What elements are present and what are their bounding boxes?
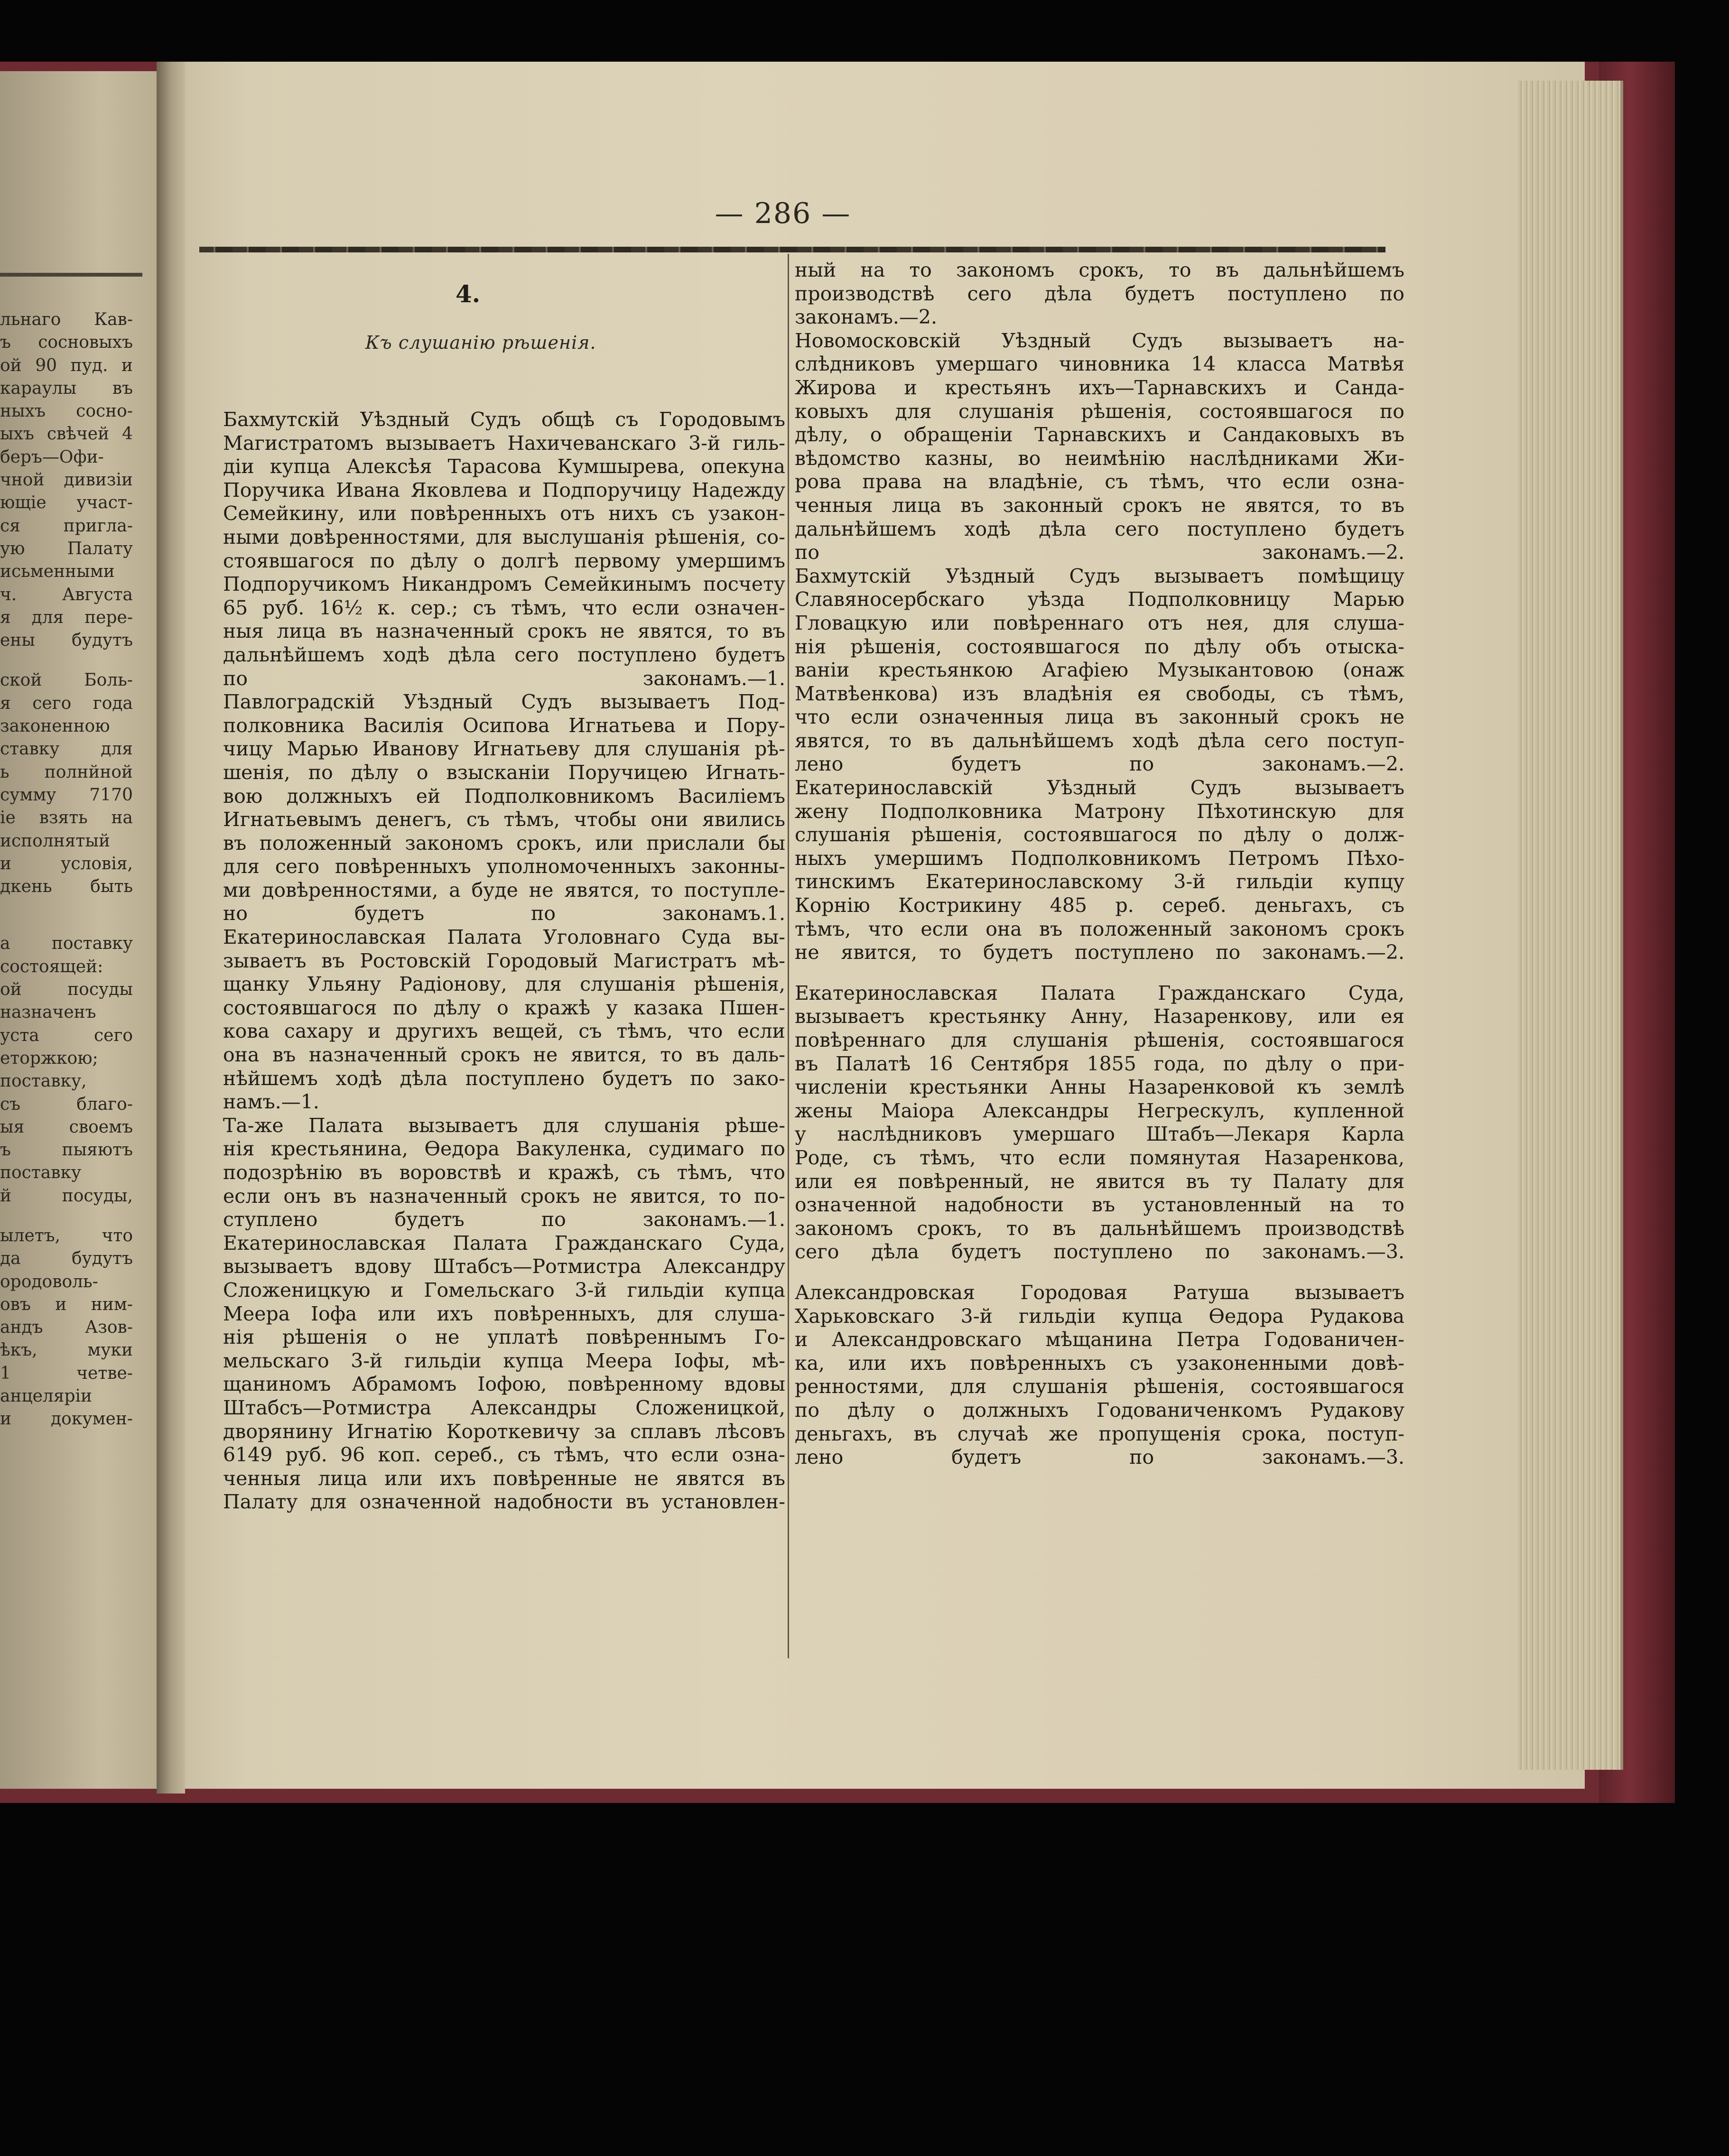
text-line: ой 90 пуд. и (0, 355, 133, 375)
text-line: анцеляріи (0, 1386, 93, 1406)
text-line: означенной надобности въ установленный на то (795, 1193, 1404, 1217)
text-line: мельскаго 3-й гильдіи купца Меера Іофы, мѣ- (223, 1349, 785, 1372)
text-line: въ положенный закономъ срокъ, или прислали бы (223, 831, 785, 855)
text-line: ми довѣренностями, а буде не явятся, то поступле- (223, 878, 785, 901)
text-line: лено будетъ по законамъ.—3. (795, 1446, 1404, 1469)
text-line: я для пере- (0, 607, 133, 627)
text-line: состоящей: (0, 957, 103, 976)
text-line: Подпоручикомъ Никандромъ Семейкинымъ посчету (223, 573, 785, 596)
text-line: деньгахъ, въ случаѣ же пропущенія срока, поступ- (795, 1422, 1404, 1445)
text-line: Екатеринославская Палата Уголовнаго Суда вы- (223, 926, 785, 949)
text-line: ылетъ, что (0, 1226, 133, 1245)
text-line: овъ и ним- (0, 1294, 133, 1314)
text-line: вѣдомство казны, во неимѣнію наслѣдниками Жи- (795, 446, 1404, 470)
text-line: ся пригла- (0, 516, 133, 536)
text-line: Семейкину, или повѣренныхъ отъ нихъ съ узакон- (223, 502, 785, 525)
text-line: состоявшагося по дѣлу о кражѣ у казака Пшен- (223, 996, 785, 1019)
text-line: Екатеринославская Палата Гражданскаго Суда, (223, 1231, 785, 1255)
text-line: вызываетъ крестьянку Анну, Назаренкову, или ея (795, 1005, 1404, 1028)
text-line: ныхъ сосно- (0, 401, 133, 421)
text-line: если онъ въ назначенный срокъ не явится, то по- (223, 1184, 785, 1208)
text-line (0, 898, 133, 915)
text-line: а поставку (0, 934, 133, 954)
text-line: ваніи крестьянкою Агафіею Музыкантовою (онаж (795, 659, 1404, 682)
text-line: дкень быть (0, 877, 133, 897)
text-line: 6149 руб. 96 коп. сереб., съ тѣмъ, что если озна- (223, 1443, 785, 1467)
text-line: ченныя лица или ихъ повѣренные не явятся въ (223, 1467, 785, 1490)
text-line: щаниномъ Абрамомъ Іофою, повѣренному вдовы (223, 1373, 785, 1396)
text-line: ыхъ свѣчей 4 (0, 424, 133, 444)
text-line: уста сего (0, 1025, 133, 1045)
text-line: тинскимъ Екатеринославскому 3-й гильдіи купцу (795, 870, 1404, 893)
text-line: законенною (0, 716, 110, 736)
text-line: ный на то закономъ срокъ, то въ дальнѣйшемъ (795, 259, 1404, 281)
text-line: ую Палату (0, 539, 133, 558)
text-line: нія рѣшенія, состоявшагося по дѣлу объ отыска- (795, 635, 1404, 658)
text-line: ь полнйной (0, 762, 133, 782)
text-line: льнаго Кав- (0, 310, 133, 329)
text-line: подозрѣнію въ воровствѣ и кражѣ, съ тѣмъ, что (223, 1161, 785, 1184)
text-line: ступлено будетъ по законамъ.—1. (223, 1208, 785, 1231)
text-line: дальнѣйшемъ ходѣ дѣла сего поступлено будетъ (223, 643, 785, 666)
text-line: сего дѣла будетъ поступлено по законамъ.—3. (795, 1240, 1404, 1264)
text-line: ченныя лица въ законный срокъ не явятся, то въ (795, 493, 1404, 517)
text-line: ой посуды (0, 980, 133, 1000)
text-line: стоявшагося по дѣлу о долгѣ первому умершимъ (223, 549, 785, 572)
text-line: 65 руб. 16½ к. сер.; съ тѣмъ, что если означен- (223, 596, 785, 619)
text-line: караулы въ (0, 378, 133, 398)
text-line: Славяносербскаго уѣзда Подполковницу Марью (795, 588, 1404, 611)
text-line: и докумен- (0, 1409, 133, 1429)
text-line: Бахмутскій Уѣздный Судъ общѣ съ Городовымъ (223, 408, 785, 431)
text-line: андъ Азов- (0, 1318, 133, 1338)
text-line: исьменными (0, 562, 115, 582)
text-line: ныя лица въ назначенный срокъ не явятся, то въ (223, 620, 785, 643)
text-line: слушанія рѣшенія, состоявшагося по дѣлу о долж- (795, 823, 1404, 846)
text-line: поставку (0, 1163, 82, 1183)
text-line: ренностями, для слушанія рѣшенія, состоявшагося (795, 1375, 1404, 1398)
text-line (0, 652, 133, 669)
text-line: ъ пыяютъ (0, 1140, 133, 1160)
page-number: — 286 — (715, 197, 851, 230)
text-line: ъ сосновыхъ (0, 333, 133, 353)
text-line: производствѣ сего дѣла будетъ поступлено по (795, 282, 1404, 305)
text-line: намъ.—1. (223, 1090, 319, 1114)
text-line: я сего года (0, 693, 133, 713)
text-line: законамъ.—2. (795, 306, 938, 329)
text-line: закономъ срокъ, то въ дальнѣйшемъ производствѣ (795, 1217, 1404, 1240)
text-line: Екатеринославскій Уѣздный Судъ вызываетъ (795, 776, 1404, 799)
text-line: чицу Марью Иванову Игнатьеву для слушанія рѣ- (223, 737, 785, 761)
text-line: слѣдниковъ умершаго чиновника 14 класса Матвѣя (795, 353, 1404, 376)
text-line: численіи крестьянки Анны Назаренковой къ землѣ (795, 1076, 1404, 1099)
section-title: Къ слушанію рѣшенія. (365, 332, 596, 353)
text-line: ставку для (0, 739, 133, 759)
text-line: Матвѣенкова) изъ владѣнія ея свободы, съ тѣмъ, (795, 682, 1404, 705)
text-line: 1 четве- (0, 1363, 133, 1383)
text-line: Александровская Городовая Ратуша вызываетъ (795, 1281, 1404, 1304)
text-line: ковыхъ для слушанія рѣшенія, состоявшагося по (795, 400, 1404, 423)
text-line: Та-же Палата вызываетъ для слушанія рѣше- (223, 1114, 785, 1137)
text-line: въ Палатѣ 16 Сентября 1855 года, по дѣлу о при- (795, 1052, 1404, 1075)
text-line: діи купца Алексѣя Тарасова Кумшырева, опекуна (223, 455, 785, 478)
text-line: вою должныхъ ей Подполковникомъ Василіемъ (223, 784, 785, 808)
text-line: назначенъ (0, 1003, 96, 1022)
text-line: й посуды, (0, 1186, 133, 1206)
text-line: ч. Августа (0, 585, 133, 604)
text-line: ены будутъ (0, 631, 133, 651)
text-line: зываетъ въ Ростовскій Городовый Магистратъ мѣ- (223, 949, 785, 972)
text-line: для сего повѣренныхъ уполномоченныхъ законны- (223, 855, 785, 878)
text-line: ыя своемъ (0, 1117, 133, 1137)
text-line: Харьковскаго 3-й гильдіи купца Ѳедора Рудакова (795, 1304, 1404, 1328)
text-line: нія крестьянина, Ѳедора Вакуленка, судимаго по (223, 1137, 785, 1161)
text-line: да будутъ (0, 1249, 133, 1269)
text-line: рова права на владѣніе, съ тѣмъ, что если озна- (795, 470, 1404, 493)
text-line: не явится, то будетъ поступлено по законамъ.—2. (795, 941, 1404, 964)
header-rule (199, 247, 1385, 252)
text-line: она въ назначенный срокъ не явится, то въ даль- (223, 1043, 785, 1067)
text-line: дальнѣйшемъ ходѣ дѣла сего поступлено будетъ (795, 517, 1404, 540)
text-line: и Александровскаго мѣщанина Петра Годованичен- (795, 1328, 1404, 1351)
text-line: Гловацкую или повѣреннаго отъ нея, для слуша- (795, 611, 1404, 634)
text-line: нѣйшемъ ходѣ дѣла поступлено будетъ по зако- (223, 1067, 785, 1090)
section-number: 4. (455, 280, 481, 308)
column-divider (788, 254, 789, 1658)
text-line: беръ—Офи- (0, 447, 104, 467)
text-line: повѣреннаго для слушанія рѣшенія, состоявшагося (795, 1029, 1404, 1051)
text-line (795, 1264, 1404, 1281)
text-line: по законамъ.—2. (795, 541, 1404, 564)
text-column-left (223, 408, 785, 1514)
text-column-right (795, 259, 1404, 1469)
text-line: ородоволь- (0, 1272, 98, 1292)
text-line: Корнію Кострикину 485 р. сереб. деньгахъ, съ (795, 894, 1404, 917)
text-line (0, 915, 133, 932)
text-line (795, 965, 1404, 982)
text-line: дворянину Игнатію Короткевичу за сплавъ лѣсовъ (223, 1420, 785, 1443)
book-gutter (157, 62, 185, 1794)
text-line: Магистратомъ вызываетъ Нахичеванскаго 3-й гиль- (223, 431, 785, 455)
left-page-rule (0, 273, 142, 277)
text-line: Екатеринославская Палата Гражданскаго Суда, (795, 981, 1404, 1004)
text-line: ными довѣренностями, для выслушанія рѣшенія, со- (223, 525, 785, 548)
text-line (0, 1208, 133, 1225)
text-line: нія рѣшенія о не уплатѣ повѣреннымъ Го- (223, 1326, 785, 1349)
text-line: еторжкою; (0, 1048, 98, 1068)
text-line: жены Маіора Александры Негрескулъ, купленной (795, 1099, 1404, 1122)
text-line: шенія, по дѣлу о взысканіи Поручицею Игнать- (223, 761, 785, 784)
text-line: по дѣлу о должныхъ Годованиченкомъ Рудакову (795, 1398, 1404, 1422)
text-line: полковника Василія Осипова Игнатьева и Пору- (223, 714, 785, 737)
text-line: ѣкъ, муки (0, 1340, 133, 1360)
text-line: Палату для означенной надобности въ установлен- (223, 1490, 785, 1514)
text-line: Штабсъ—Ротмистра Александры Сложеницкой, (223, 1396, 785, 1419)
text-line: тѣмъ, что если она въ положенный закономъ срокъ (795, 917, 1404, 940)
text-line: ющіе участ- (0, 493, 133, 513)
text-line: поставку, (0, 1071, 87, 1091)
text-line: Игнатьевымъ денегъ, съ тѣмъ, чтобы они явились (223, 808, 785, 831)
text-line: чной дивизіи (0, 470, 133, 490)
text-line: съ благо- (0, 1094, 133, 1114)
text-line: у наслѣдниковъ умершаго Штабъ—Лекаря Карла (795, 1123, 1404, 1146)
text-line: іе взять на (0, 808, 133, 828)
text-line: Сложеницкую и Гомельскаго 3-й гильдіи купца (223, 1278, 785, 1301)
text-line: ской Боль- (0, 670, 133, 690)
text-line: Новомосковскій Уѣздный Судъ вызываетъ на- (795, 329, 1404, 352)
text-line: лено будетъ по законамъ.—2. (795, 753, 1404, 776)
text-line: Жирова и крестьянъ ихъ—Тарнавскихъ и Санда- (795, 376, 1404, 399)
text-line: кова сахару и другихъ вещей, съ тѣмъ, что если (223, 1020, 785, 1043)
left-page-text-fragment (0, 308, 133, 1431)
text-line: Роде, съ тѣмъ, что если помянутая Назаренкова, (795, 1146, 1404, 1169)
text-line: ныхъ умершимъ Подполковникомъ Петромъ Пѣхо- (795, 846, 1404, 870)
text-line: Бахмутскій Уѣздный Судъ вызываетъ помѣщицу (795, 564, 1404, 587)
text-line: ка, или ихъ повѣренныхъ съ узаконенными довѣ- (795, 1351, 1404, 1375)
text-line: но будетъ по законамъ.1. (223, 902, 785, 925)
text-line: дѣлу, о обращеніи Тарнавскихъ и Сандаковыхъ въ (795, 423, 1404, 446)
text-line: Поручика Ивана Яковлева и Подпоручицу Надежду (223, 478, 785, 502)
text-line: исполнятый (0, 831, 110, 851)
text-line: жену Подполковника Матрону Пѣхотинскую для (795, 799, 1404, 823)
text-line: и условія, (0, 854, 133, 874)
text-line: Меера Іофа или ихъ повѣренныхъ, для слуша- (223, 1302, 785, 1325)
text-line: Павлоградскій Уѣздный Судъ вызываетъ Под- (223, 690, 785, 714)
text-line: что если означенныя лица въ законный срокъ не (795, 706, 1404, 729)
text-line: щанку Ульяну Радіонову, для слушанія рѣшенія, (223, 973, 785, 996)
page-fore-edge (1518, 81, 1623, 1770)
text-line: явятся, то въ дальнѣйшемъ ходѣ дѣла сего поступ- (795, 729, 1404, 752)
text-line: по законамъ.—1. (223, 667, 785, 690)
text-line: или ея повѣренный, не явится въ ту Палату для (795, 1170, 1404, 1193)
text-line: вызываетъ вдову Штабсъ—Ротмистра Александру (223, 1255, 785, 1278)
text-line: сумму 7170 (0, 785, 133, 805)
